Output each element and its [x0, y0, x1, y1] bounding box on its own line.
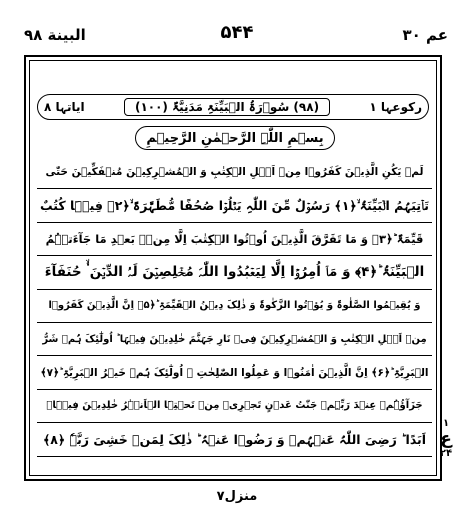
- verse-line: [37, 256, 432, 289]
- verse-line-text: اَبَدًا ؕ رَضِیَ اللّٰہُ عَنۡہُمۡ وَ رَضُوۡا عَنۡہُ ؕ ذٰلِکَ لِمَنۡ خَشِیَ رَبَّہٗ ﴿۸﴾: [42, 431, 427, 447]
- manzil-footer: منزل۷: [216, 489, 258, 504]
- verse-line-text: الۡبَیِّنَۃُ ؕ﴿۴﴾ وَ مَاۤ اُمِرُوۡۤا اِلَّا لِیَعۡبُدُوا اللّٰہَ مُخۡلِصِیۡنَ لَہُ الدِّیۡنَ ۬ۙ حُنَفَآءَ: [44, 264, 425, 281]
- verse-line-text: الۡبَرِیَّۃِ ؕ﴿۶﴾ اِنَّ الَّذِیۡنَ اٰمَنُوۡا وَ عَمِلُوا الصّٰلِحٰتِ ۙ اُولٰٓئِکَ ہُمۡ خَیۡرُ الۡبَرِیَّۃِ ؕ﴿۷﴾: [40, 366, 429, 379]
- verse-line: [37, 223, 432, 256]
- verse-line: [37, 323, 432, 356]
- ayat-count: ایاتہا ۸: [44, 100, 85, 114]
- running-header-surah: البینة ۹۸: [24, 26, 86, 44]
- verse-line: [37, 356, 432, 389]
- running-header-juz: عم ۳۰: [402, 26, 448, 44]
- verse-line-text: جَزَآؤُہُمۡ عِنۡدَ رَبِّہِمۡ جَنّٰتُ عَدۡنٍ تَجۡرِیۡ مِنۡ تَحۡتِہَا الۡاَنۡہٰرُ خٰلِدِیۡنَ فِیۡہَاۤ: [46, 400, 423, 412]
- ruku-marker-top-number: ۱: [442, 418, 450, 429]
- verse-line: [37, 290, 432, 323]
- verse-line-text: قَیِّمَۃٌ ؕ﴿۳﴾ وَ مَا تَفَرَّقَ الَّذِیۡنَ اُوۡتُوا الۡکِتٰبَ اِلَّا مِنۡۢ بَعۡدِ مَا جَآءَتۡہُمُ: [45, 231, 424, 246]
- verse-line: [37, 423, 432, 456]
- verse-line-text: لَمۡ یَکُنِ الَّذِیۡنَ کَفَرُوۡا مِنۡ اَہۡلِ الۡکِتٰبِ وَ الۡمُشۡرِکِیۡنَ مُنۡفَکِّیۡنَ حَتّٰی: [45, 166, 424, 179]
- ruku-margin-marker: [439, 418, 453, 468]
- surah-title: (۹۸) سُوۡرَۃُ الۡبَیِّنَۃِ مَدَنِیَّۃٌ (۱۰۰): [124, 98, 330, 116]
- verse-line-text: مِنۡ اَہۡلِ الۡکِتٰبِ وَ الۡمُشۡرِکِیۡنَ فِیۡ نَارِ جَہَنَّمَ خٰلِدِیۡنَ فِیۡہَا ؕ اُولٰٓئِکَ ہُمۡ شَرُّ: [42, 333, 427, 345]
- ruku-marker-bottom-number: ۲۴: [439, 448, 453, 459]
- verse-lines: [37, 156, 432, 457]
- verse-line: [37, 156, 432, 189]
- verse-line-text: وَ یُقِیۡمُوا الصَّلٰوۃَ وَ یُؤۡتُوا الزَّکٰوۃَ وَ ذٰلِکَ دِیۡنُ الۡقَیِّمَۃِ ؕ﴿۵﴾ اِنَّ الَّذِیۡنَ کَفَرُوۡا: [48, 300, 421, 312]
- page-number: ۵۴۴: [220, 22, 254, 43]
- verse-line: [37, 390, 432, 423]
- verse-line: [37, 189, 432, 222]
- ruku-ayn-glyph: ع: [440, 429, 452, 449]
- ruku-count: رکوعہا ۱: [369, 100, 422, 114]
- surah-header-band: [37, 94, 429, 120]
- bismillah: بِسۡمِ اللّٰہِ الرَّحۡمٰنِ الرَّحِیۡمِ: [135, 126, 335, 150]
- verse-line-text: تَاۡتِیَہُمُ الۡبَیِّنَۃُ ۙ﴿۱﴾ رَسُوۡلٌ مِّنَ اللّٰہِ یَتۡلُوۡا صُحُفًا مُّطَہَّرَۃً ۙ﴿۲﴾ فِیۡہَا کُتُبٌ: [39, 197, 429, 213]
